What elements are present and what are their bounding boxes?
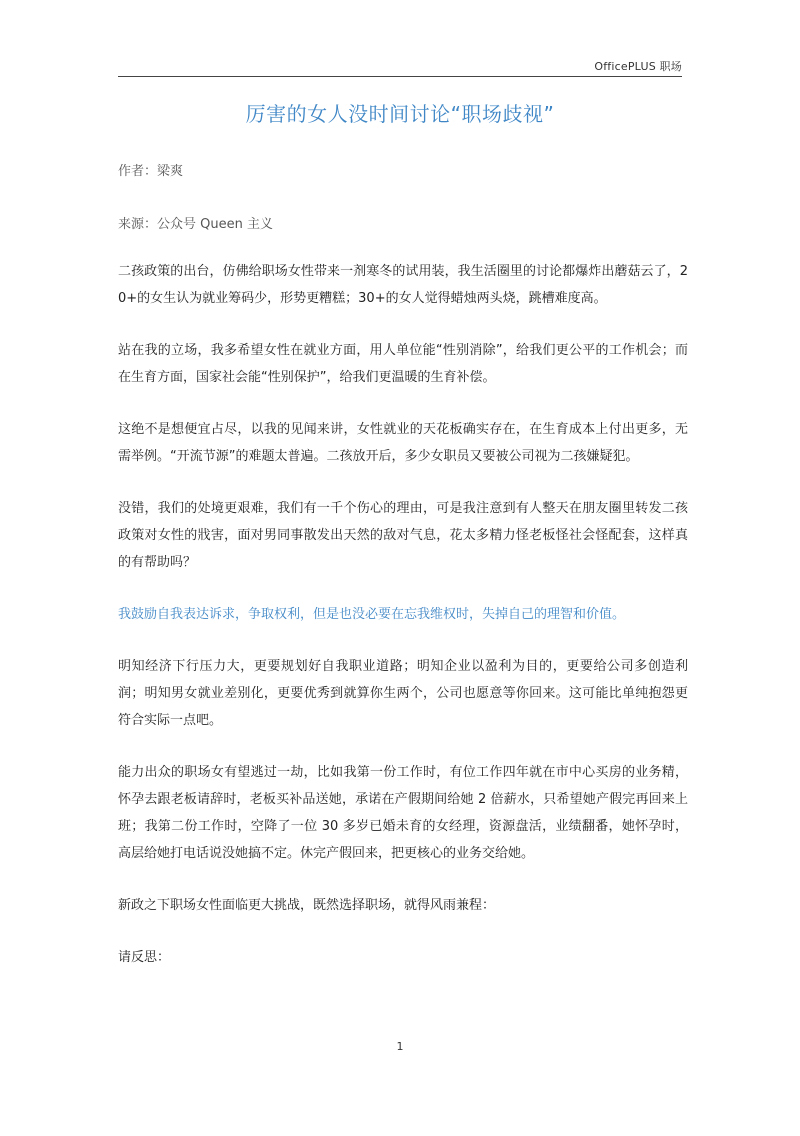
article-title: 厉害的女人没时间讨论“职场歧视”: [245, 102, 555, 126]
body-paragraph: 二孩政策的出台，仿佛给职场女性带来一剂寒冬的试用装，我生活圈里的讨论都爆炸出蘑菇云了，20+的女生认为就业筹码少，形势更糟糕；30+的女人觉得蜡烛两头烧，跳槽难度高。: [118, 264, 688, 306]
body-paragraph: 没错，我们的处境更艰难，我们有一千个伤心的理由，可是我注意到有人整天在朋友圈里转发二孩政策对女性的戕害，面对男同事散发出天然的敌对气息，花太多精力怪老板怪社会怪配套，这样真的有帮助吗？: [118, 501, 688, 570]
body-paragraph: 站在我的立场，我多希望女性在就业方面，用人单位能“性别消除”，给我们更公平的工作机会；而在生育方面，国家社会能“性别保护”，给我们更温暖的生育补偿。: [118, 343, 688, 385]
article-source: 来源：公众号 Queen 主义: [118, 217, 273, 232]
body-paragraph: 新政之下职场女性面临更大挑战，既然选择职场，就得风雨兼程：: [118, 898, 496, 913]
header-divider: [118, 76, 682, 77]
body-paragraph: 这绝不是想便宜占尽，以我的见闻来讲，女性就业的天花板确实存在，在生育成本上付出更多，无需举例。“开流节源”的难题太普遍。二孩放开后，多少女职员又要被公司视为二孩嫌疑犯。: [118, 422, 688, 464]
body-paragraph: 明知经济下行压力大，更要规划好自我职业道路；明知企业以盈利为目的，更要给公司多创造利润；明知男女就业差别化，更要优秀到就算你生两个，公司也愿意等你回来。这可能比单纯抱怨更符合实际一点吧。: [118, 659, 688, 728]
article-author: 作者：梁爽: [118, 164, 184, 179]
article-body: [118, 258, 688, 971]
page-number: 1: [396, 1040, 404, 1053]
header-brand: OfficePLUS 职场: [594, 60, 682, 73]
body-paragraph: 请反思：: [118, 950, 171, 965]
highlighted-paragraph: 我鼓励自我表达诉求，争取权利，但是也没必要在忘我维权时，失掉自己的理智和价值。: [118, 607, 626, 622]
body-paragraph: 能力出众的职场女有望逃过一劫，比如我第一份工作时，有位工作四年就在市中心买房的业务精，怀孕去跟老板请辞时，老板买补品送她，承诺在产假期间给她 2 倍薪水，只希望她产假完再回来上班；我第二份工作时，空降了一位 30 多岁已婚未育的女经理，资源盘活，业绩翻番，她怀孕时，高层给她打电话说没她搞不定。休完产假回来，把更核心的业务交给她。: [118, 765, 688, 861]
